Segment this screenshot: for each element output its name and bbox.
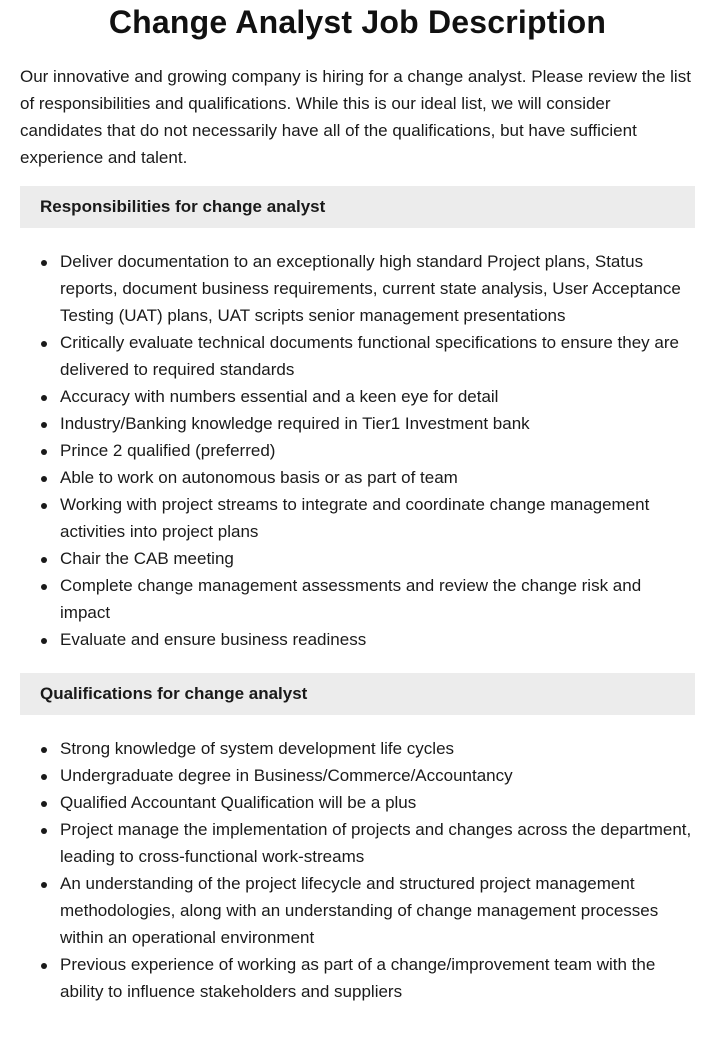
list-item-text: Prince 2 qualified (preferred) [60,441,276,460]
bullet-icon [41,747,47,753]
list-item [20,762,695,789]
bullet-icon [41,260,47,266]
list-item [20,951,695,1005]
list-item-text: Able to work on autonomous basis or as part of team [60,468,458,487]
bullet-icon [41,449,47,455]
list-item-text: Deliver documentation to an exceptionally high standard Project plans, Status reports, document business requirements, current state analysis, User Acceptance Testing (UAT) plans, UAT scripts senior management presentations [60,252,681,325]
list-item [20,545,695,572]
list-item-text: Previous experience of working as part of a change/improvement team with the ability to influence stakeholders and suppliers [60,955,656,1001]
responsibilities-list [20,248,695,653]
list-item-text: Strong knowledge of system development life cycles [60,739,455,758]
list-item [20,437,695,464]
list-item [20,789,695,816]
qualifications-list [20,735,695,1005]
bullet-icon [41,395,47,401]
list-item-text: Undergraduate degree in Business/Commerce/Accountancy [60,766,513,785]
bullet-icon [41,584,47,590]
list-item [20,491,695,545]
bullet-icon [41,557,47,563]
list-item [20,870,695,951]
list-item-text: Project manage the implementation of projects and changes across the department, leading to cross-functional work-streams [60,820,692,866]
list-item [20,572,695,626]
bullet-icon [41,341,47,347]
list-item [20,329,695,383]
qualifications-heading: Qualifications for change analyst [20,673,695,715]
list-item-text: Critically evaluate technical documents functional specifications to ensure they are delivered to required standards [60,333,679,379]
list-item [20,626,695,653]
list-item [20,248,695,329]
bullet-icon [41,503,47,509]
list-item-text: Accuracy with numbers essential and a keen eye for detail [60,387,499,406]
list-item-text: An understanding of the project lifecycle and structured project management methodologies, along with an understanding of change management processes within an operational environment [60,874,659,947]
list-item [20,410,695,437]
responsibilities-heading: Responsibilities for change analyst [20,186,695,228]
list-item-text: Industry/Banking knowledge required in Tier1 Investment bank [60,414,530,433]
page-title: Change Analyst Job Description [108,4,607,40]
list-item [20,383,695,410]
bullet-icon [41,422,47,428]
list-item [20,735,695,762]
list-item-text: Chair the CAB meeting [60,549,234,568]
list-item-text: Complete change management assessments and review the change risk and impact [60,576,642,622]
list-item-text: Qualified Accountant Qualification will be a plus [60,793,417,812]
bullet-icon [41,963,47,969]
bullet-icon [41,638,47,644]
bullet-icon [41,801,47,807]
bullet-icon [41,882,47,888]
bullet-icon [41,476,47,482]
list-item [20,464,695,491]
list-item [20,816,695,870]
intro-paragraph: Our innovative and growing company is hiring for a change analyst. Please review the list of responsibilities and qualifications. While this is our ideal list, we will consider candidates that do not necessarily have all of the qualifications, but have sufficient experience and talent. [20,67,691,167]
bullet-icon [41,828,47,834]
list-item-text: Working with project streams to integrate and coordinate change management activities into project plans [60,495,650,541]
list-item-text: Evaluate and ensure business readiness [60,630,367,649]
bullet-icon [41,774,47,780]
